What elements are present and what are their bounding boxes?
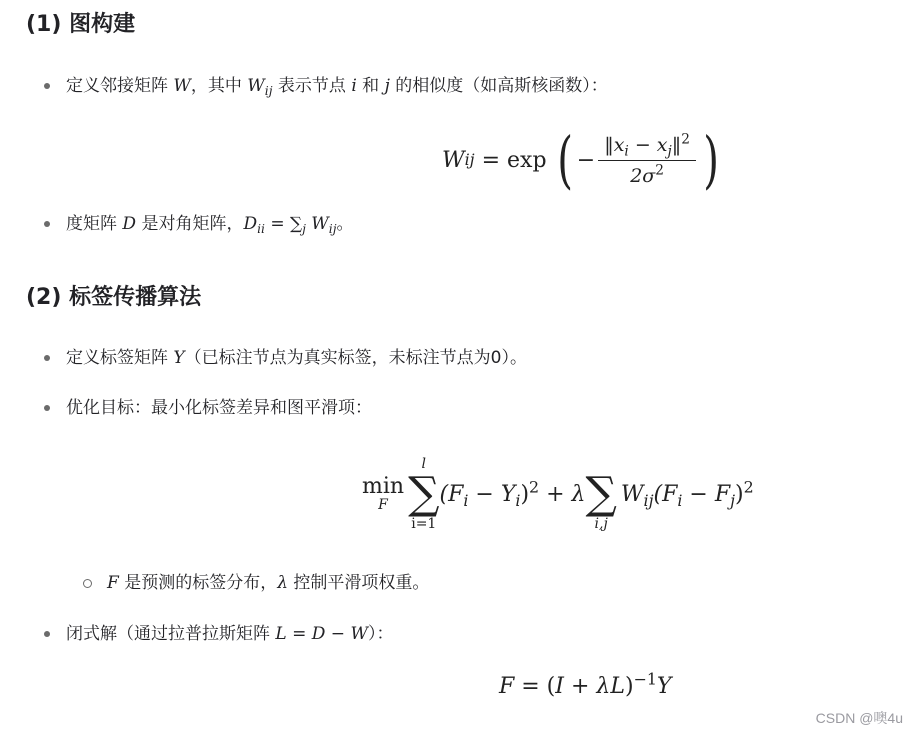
watermark: CSDN @噢4u [815,710,903,726]
right-paren: ) [703,123,719,196]
text: 的相似度（如高斯核函数）： [389,76,608,96]
term-1: $(F_i - Y_i)^2$ [439,476,540,510]
math-var: L [275,624,287,644]
text: （已标注节点为真实标签，未标注节点为0）。 [184,348,527,368]
math-var: λ [277,573,288,593]
bullet-dot [44,355,50,361]
math-var: W [305,214,329,234]
text: 表示节点 [272,76,352,96]
math-fn: exp [507,147,547,173]
math-op: − [325,624,351,644]
section-heading-graph-construction: (1) 图构建 [26,12,136,37]
term-2: $W_{ij}(F_i - F_j)^2$ [620,476,754,510]
bullet-dot [44,631,50,637]
equation-gaussian-kernel: W ij = exp ( − $\frac{‖x_i - x_j‖^2}{2\sigma^2}$ ) [442,123,719,196]
text: 是预测的标签分布， [118,573,278,593]
bullet-dot [44,405,50,411]
sub-bullet-circle [83,579,92,588]
denominator: $2\sigma^2$ [630,161,664,187]
math-var: D [122,214,137,234]
text: ）： [367,624,394,644]
math-sub: j [302,221,306,236]
bullet-dot [44,221,50,227]
text: 定义邻接矩阵 [66,76,174,96]
text: 优化目标：最小化标签差异和图平滑项： [66,398,372,418]
text: 控制平滑项权重。 [287,573,430,593]
math-sub: ij [264,83,273,98]
math-sub: ij [328,221,337,236]
list-item-objective [66,394,372,422]
text: 定义标签矩阵 [66,348,174,368]
math-sub: ii [257,221,265,236]
text: 。 [336,214,354,234]
math-op: = [474,147,508,173]
math-var: W [173,76,191,96]
text: 和 [356,76,385,96]
left-paren: ( [556,123,573,196]
list-item-prediction [107,569,429,597]
section-heading-label-propagation: (2) 标签传播算法 [26,285,202,310]
math-var: D [311,624,326,644]
list-item-label-matrix [66,344,527,372]
bullet-dot [44,83,50,89]
text: 闭式解（通过拉普拉斯矩阵 [66,624,276,644]
numerator: $‖x_i$ − $x_j‖^2$ [598,134,696,161]
math-var: W [247,76,265,96]
text: ，其中 [190,76,248,96]
math-op: + λ [539,481,586,507]
equation-closed-form: $F = (I + \lambda L)^{-1}Y$ [499,669,672,699]
text: 是对角矩阵， [136,214,244,234]
math-op: = ∑ [264,214,303,234]
math-op: = [286,624,312,644]
math-var: Y [173,348,185,368]
sum-operator-1: l ∑ i=1 [408,455,440,533]
math-var: i [351,76,357,96]
sum-operator-2: ∑ i,j [585,467,617,533]
list-item-adjacency [66,72,608,100]
math-var: D [243,214,258,234]
list-item-degree-matrix [66,210,354,238]
math-op: − [576,147,596,173]
min-operator: min F [362,474,405,513]
equation-objective [362,446,754,542]
fraction [598,130,696,187]
text: 度矩阵 [66,214,123,234]
math-var: F [107,573,119,593]
math-var: W [442,147,465,173]
list-item-closed-form [66,620,393,648]
math-var: W [350,624,368,644]
math-var: j [384,76,390,96]
